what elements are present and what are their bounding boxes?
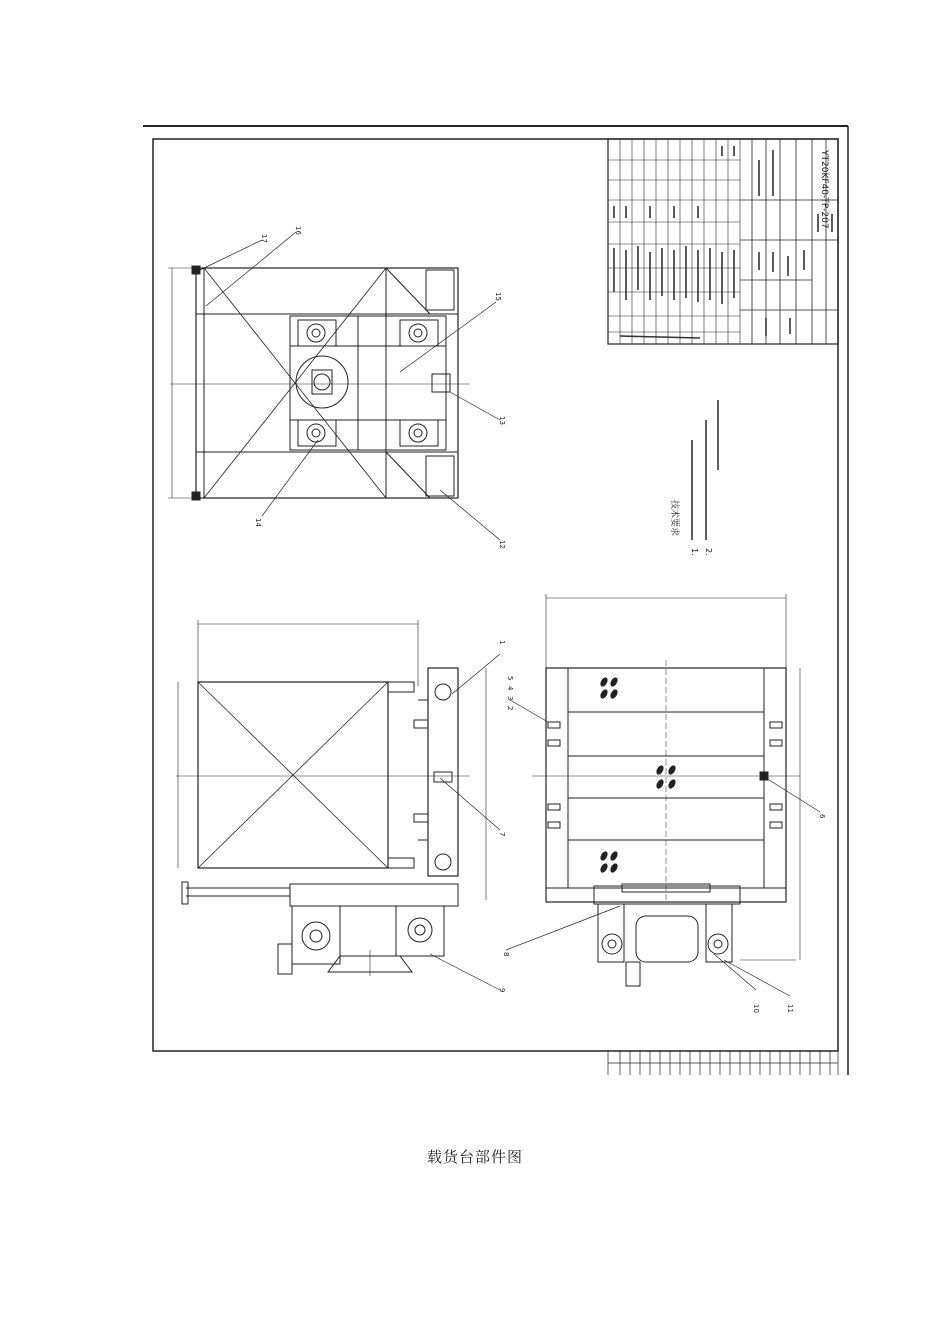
- wheel-bottom-left: [298, 420, 336, 446]
- balloon-7: 7: [498, 832, 506, 837]
- balloon-14: 14: [254, 518, 262, 527]
- balloon-15: 15: [494, 292, 502, 301]
- balloon-17: 17: [260, 234, 268, 243]
- top-view: [168, 232, 500, 540]
- wheel-top-left: [298, 320, 336, 346]
- wheel-bottom-right: [400, 420, 438, 446]
- balloon-4: 4: [506, 686, 514, 691]
- balloon-16: 16: [294, 226, 302, 235]
- side-view: [176, 620, 500, 990]
- balloon-1: 1: [498, 640, 506, 645]
- balloon-8: 8: [502, 952, 510, 957]
- balloon-9: 9: [498, 988, 506, 993]
- drawing-number: YT20KF40-TP-207: [819, 150, 829, 229]
- title-block: [608, 139, 838, 344]
- balloon-11: 11: [786, 1004, 794, 1013]
- parts-list-text: [614, 146, 832, 338]
- balloon-10: 10: [752, 1004, 760, 1013]
- balloon-2: 2: [506, 706, 514, 711]
- balloon-3: 3: [506, 696, 514, 701]
- tech-requirements-heading: 技术要求: [669, 500, 679, 537]
- balloon-5: 5: [506, 676, 514, 681]
- drawing-border: [153, 139, 838, 1051]
- wheel-top-right: [400, 320, 438, 346]
- tech-requirement-1-number: 1.: [690, 548, 699, 556]
- lightening-holes: [599, 676, 677, 874]
- parts-list-grid: [608, 139, 740, 344]
- balloon-13: 13: [498, 416, 506, 425]
- balloon-12: 12: [498, 540, 506, 549]
- figure-caption: 载货台部件图: [426, 1148, 523, 1166]
- tech-requirements-lines: [692, 400, 718, 540]
- tech-requirement-2-number: 2.: [704, 548, 713, 556]
- balloon-6: 6: [818, 814, 826, 819]
- revision-strip: [608, 1051, 838, 1075]
- end-view: [506, 594, 820, 996]
